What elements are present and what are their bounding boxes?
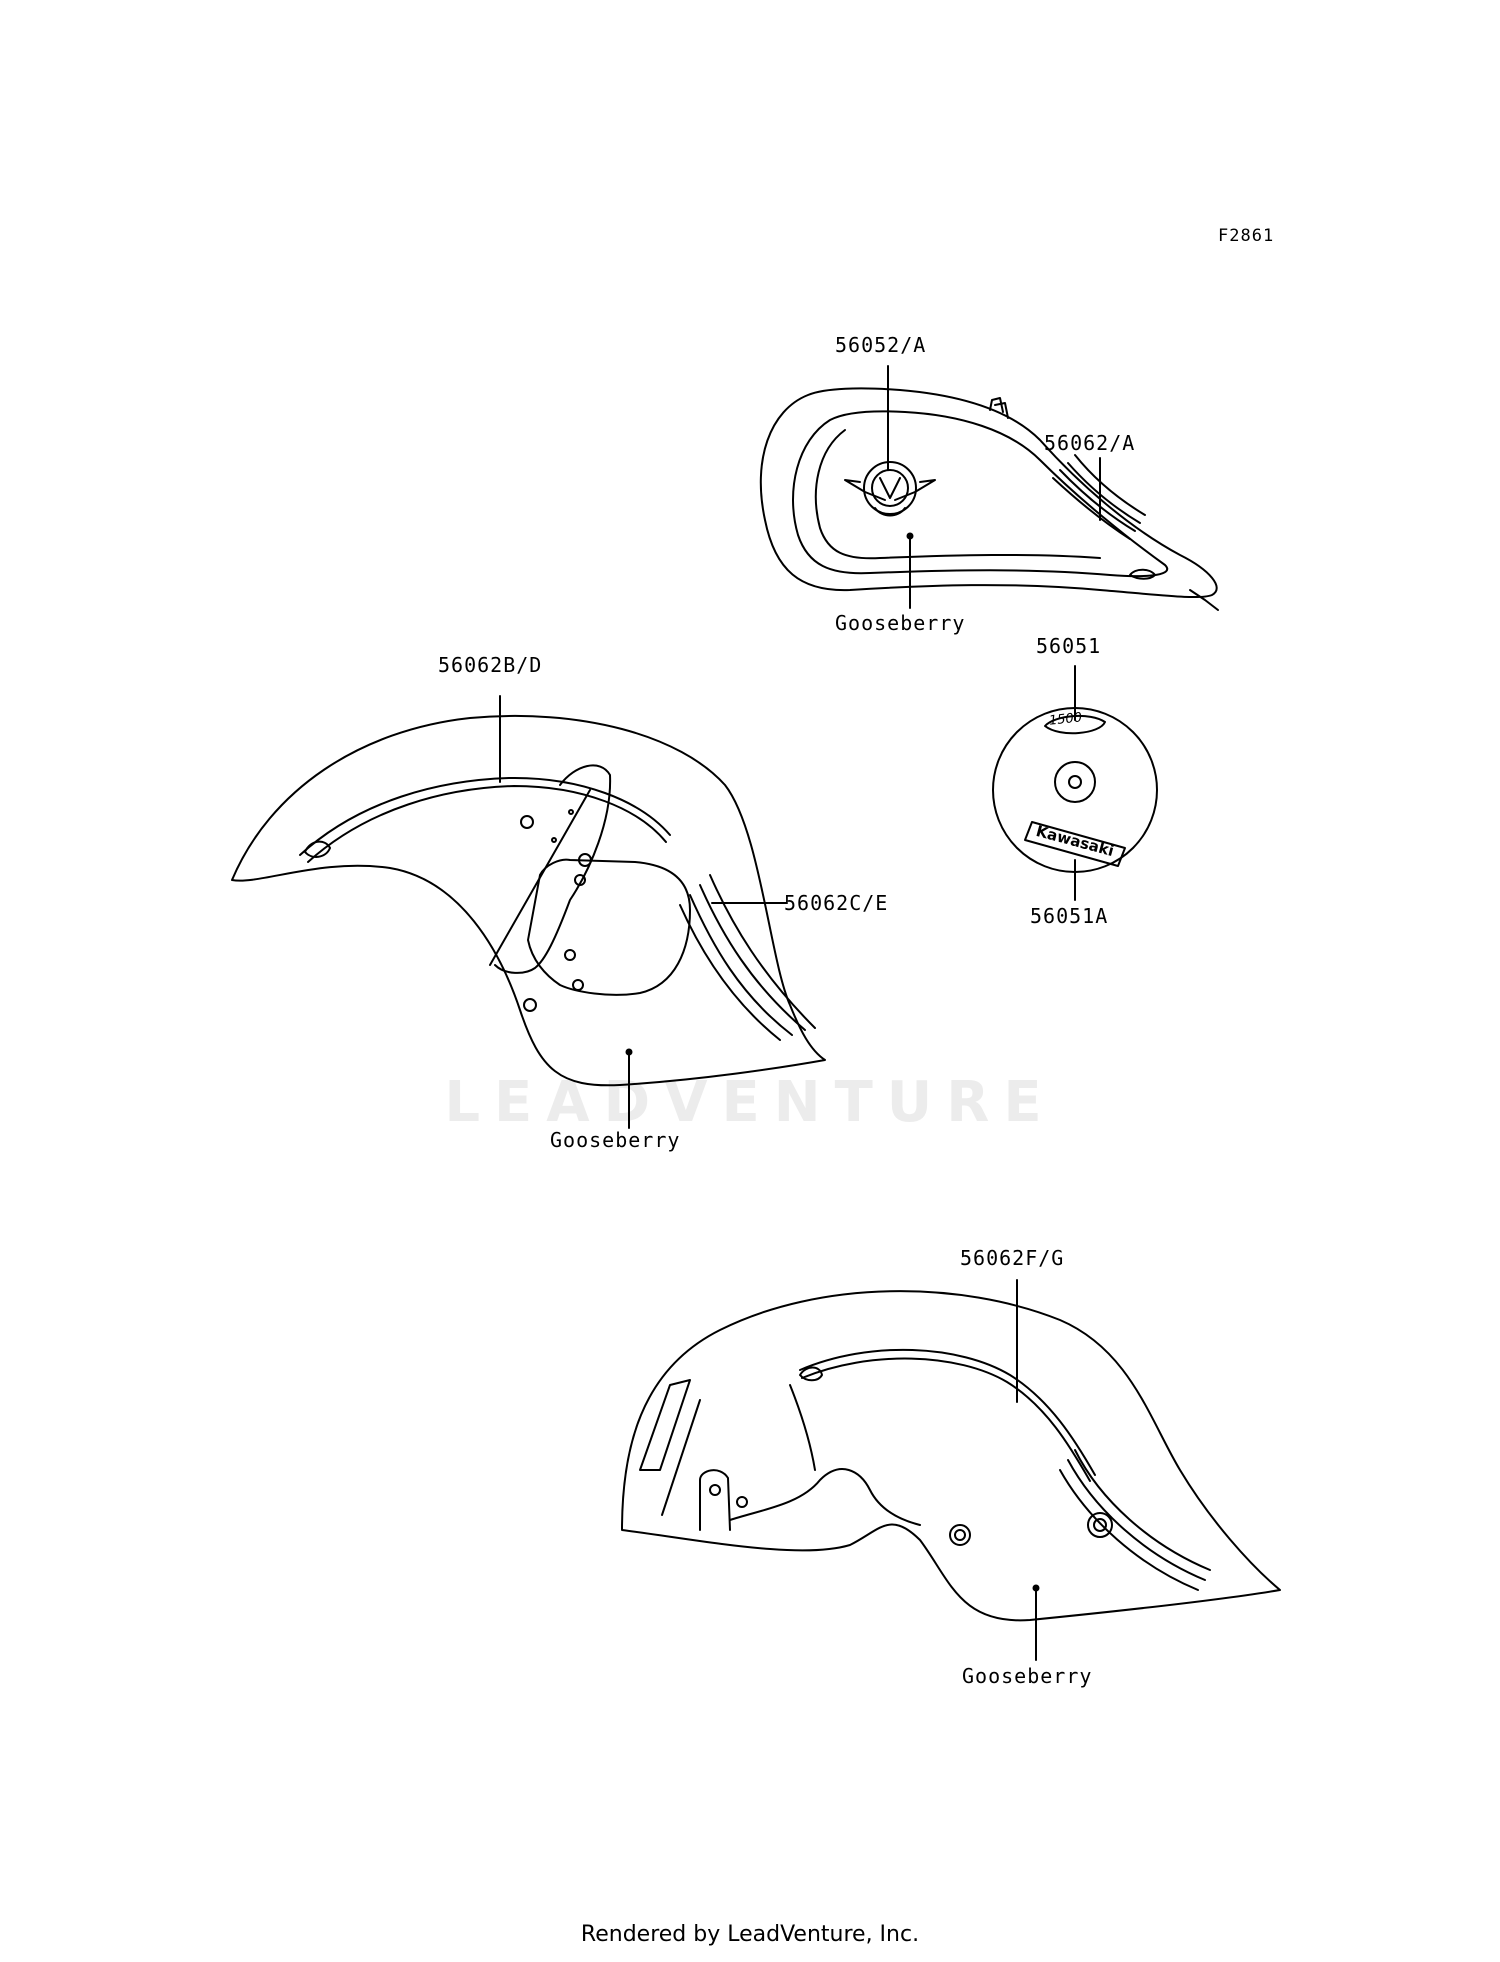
callout-tank-stripe: 56062/A [1044, 431, 1136, 455]
v-emblem [845, 462, 935, 516]
footer-credit: Rendered by LeadVenture, Inc. [580, 1922, 920, 1947]
front-fender [232, 716, 825, 1085]
cover-badge-text: 1500 [1048, 710, 1083, 729]
fuel-tank [761, 388, 1218, 610]
callout-tank-emblem: 56052/A [835, 333, 927, 357]
figure-number: F2861 [1218, 226, 1275, 246]
watermark: LEADVENTURE [444, 1070, 1056, 1135]
callout-cover-bottom: 56051A [1030, 904, 1109, 928]
callout-front-fender-side: 56062C/E [784, 891, 889, 915]
callout-tank-color: Gooseberry [835, 611, 966, 635]
callout-rear-fender-color: Gooseberry [962, 1664, 1093, 1688]
rear-fender [622, 1291, 1280, 1620]
callout-rear-fender-stripe: 56062F/G [960, 1246, 1065, 1270]
cover-brand-text: Kawasaki [1034, 821, 1116, 861]
callout-front-fender-color: Gooseberry [550, 1128, 681, 1152]
callout-front-fender-upper: 56062B/D [438, 653, 543, 677]
callout-cover-top: 56051 [1036, 634, 1102, 658]
